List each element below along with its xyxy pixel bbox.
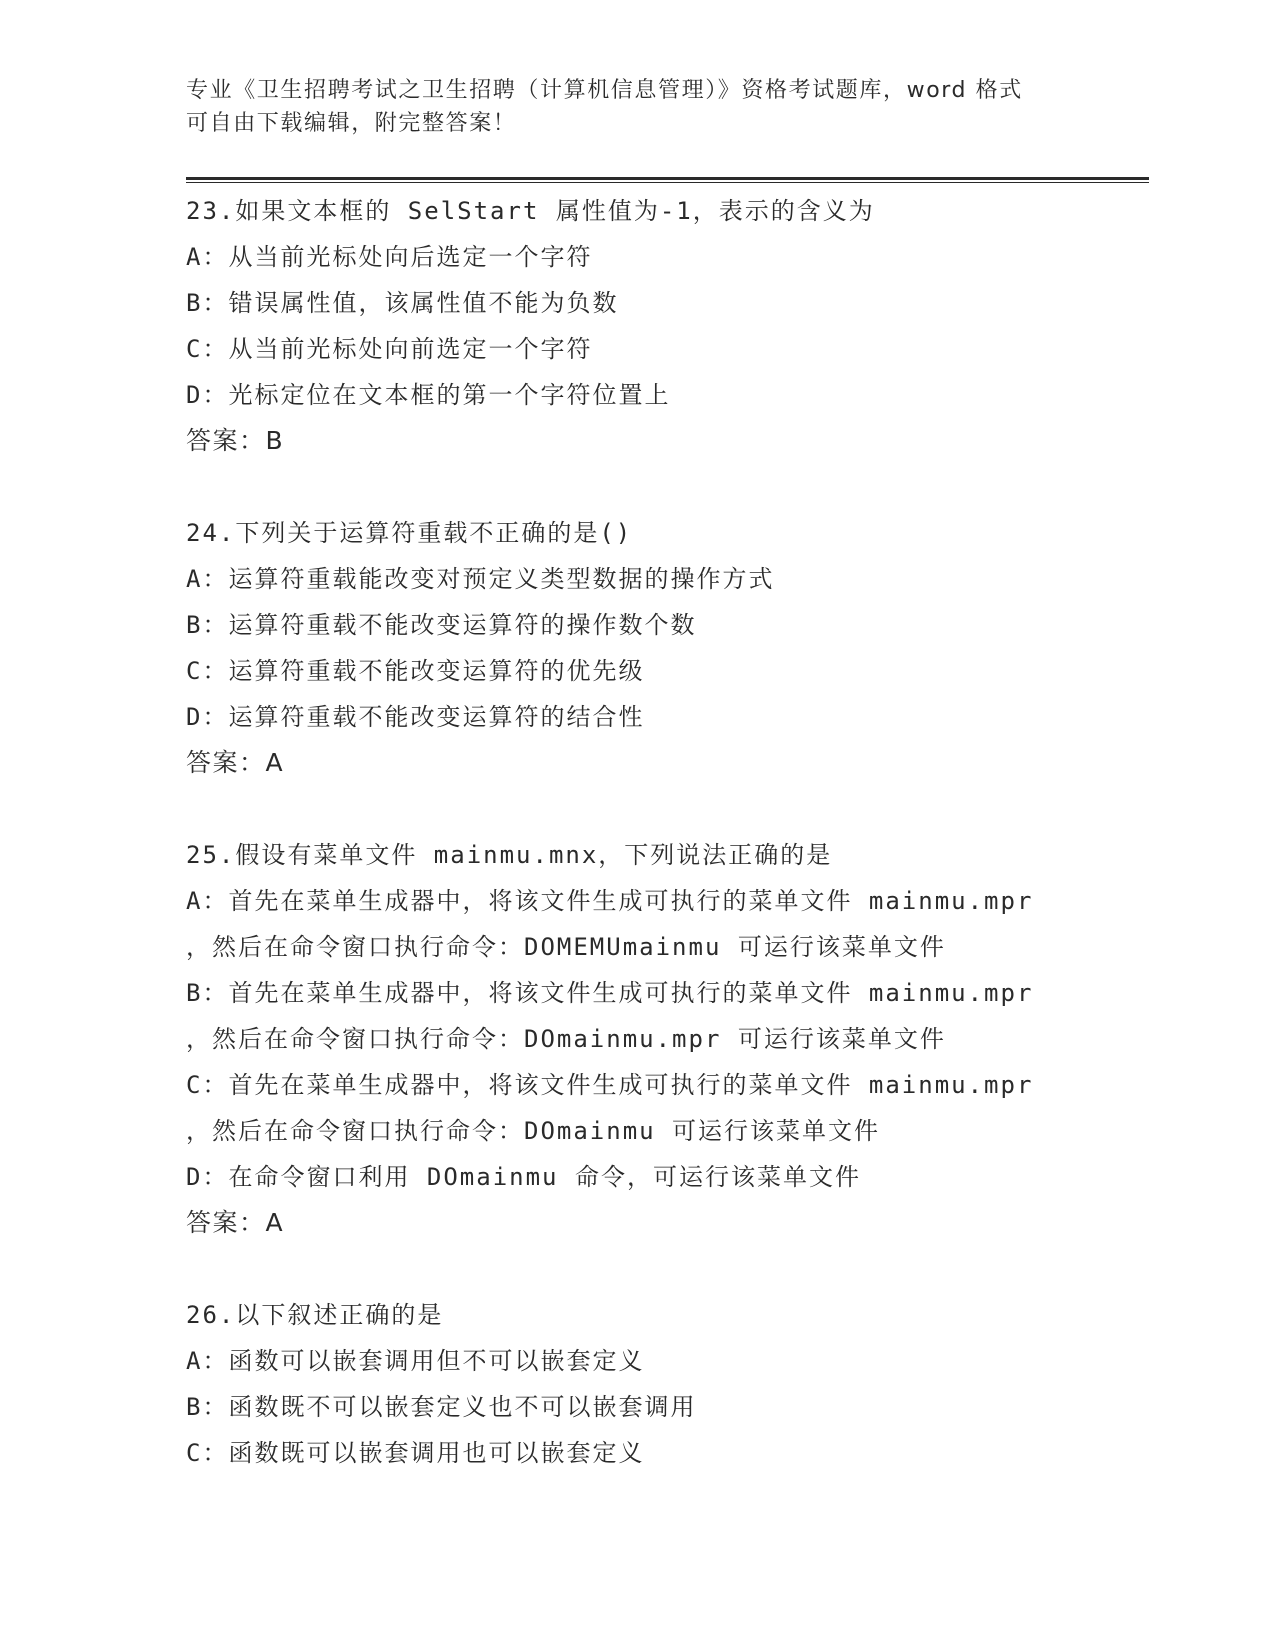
option-a: A：函数可以嵌套调用但不可以嵌套定义 (186, 1347, 645, 1375)
option-b: B：首先在菜单生成器中，将该文件生成可执行的菜单文件 mainmu.mpr (186, 979, 1034, 1007)
option-c: C：运算符重载不能改变运算符的优先级 (186, 657, 645, 685)
question-stem: 23.如果文本框的 SelStart 属性值为-1，表示的含义为 (186, 197, 875, 225)
header-divider-thick (186, 177, 1149, 180)
question-list (186, 188, 1146, 1476)
question-stem: 25.假设有菜单文件 mainmu.mnx，下列说法正确的是 (186, 841, 833, 869)
option-b: B：运算符重载不能改变运算符的操作数个数 (186, 611, 697, 639)
header-line-2: 可自由下载编辑，附完整答案！ (186, 111, 517, 136)
option-b: B：错误属性值，该属性值不能为负数 (186, 289, 619, 317)
answer-line: 答案：A (186, 1208, 285, 1237)
header-divider-thin (186, 182, 1149, 183)
answer-line: 答案：A (186, 748, 285, 777)
option-a: A：运算符重载能改变对预定义类型数据的操作方式 (186, 565, 775, 593)
option-c: C：函数既可以嵌套调用也可以嵌套定义 (186, 1439, 645, 1467)
question-23 (186, 188, 1146, 464)
option-b: B：函数既不可以嵌套定义也不可以嵌套调用 (186, 1393, 697, 1421)
header-line-1: 专业《卫生招聘考试之卫生招聘（计算机信息管理）》资格考试题库，word 格式 (186, 78, 1023, 103)
option-c-continued: ，然后在命令窗口执行命令：DOmainmu 可运行该菜单文件 (186, 1117, 881, 1145)
question-stem: 24.下列关于运算符重载不正确的是() (186, 519, 633, 547)
option-c: C：从当前光标处向前选定一个字符 (186, 335, 593, 363)
option-c: C：首先在菜单生成器中，将该文件生成可执行的菜单文件 mainmu.mpr (186, 1071, 1034, 1099)
answer-line: 答案：B (186, 426, 285, 455)
question-24 (186, 510, 1146, 786)
option-a: A：从当前光标处向后选定一个字符 (186, 243, 593, 271)
option-a: A：首先在菜单生成器中，将该文件生成可执行的菜单文件 mainmu.mpr (186, 887, 1034, 915)
question-26 (186, 1292, 1146, 1476)
question-25 (186, 832, 1146, 1246)
option-b-continued: ，然后在命令窗口执行命令：DOmainmu.mpr 可运行该菜单文件 (186, 1025, 946, 1053)
option-d: D：运算符重载不能改变运算符的结合性 (186, 703, 645, 731)
option-a-continued: ，然后在命令窗口执行命令：DOMEMUmainmu 可运行该菜单文件 (186, 933, 946, 961)
option-d: D：光标定位在文本框的第一个字符位置上 (186, 381, 671, 409)
question-stem: 26.以下叙述正确的是 (186, 1301, 444, 1329)
option-d: D：在命令窗口利用 DOmainmu 命令，可运行该菜单文件 (186, 1163, 861, 1191)
document-header (186, 74, 1086, 140)
